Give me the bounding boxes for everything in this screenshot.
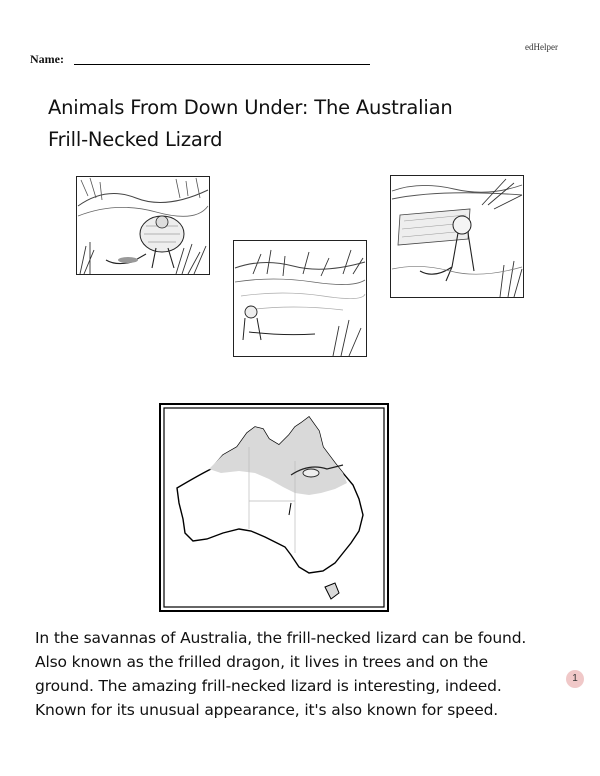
lizard-waterhole-illustration xyxy=(233,240,367,357)
page-number-badge: 1 xyxy=(566,670,584,688)
lizard-outback-illustration xyxy=(390,175,524,298)
brand-label: edHelper xyxy=(525,42,558,52)
body-line: Also known as the frilled dragon, it lives in trees and on the xyxy=(35,653,489,671)
body-paragraph xyxy=(35,626,575,722)
australia-map-frame xyxy=(159,403,389,612)
name-label: Name: xyxy=(30,52,64,66)
title-line-2: Frill-Necked Lizard xyxy=(48,128,223,151)
page-title xyxy=(48,92,518,156)
lizard-savanna-illustration xyxy=(76,176,210,275)
body-line: Known for its unusual appearance, it's also known for speed. xyxy=(35,701,499,719)
australia-map-illustration xyxy=(159,403,389,612)
name-field-line xyxy=(74,64,370,65)
title-line-1: Animals From Down Under: The Australian xyxy=(48,96,453,119)
body-line: In the savannas of Australia, the frill-necked lizard can be found. xyxy=(35,629,527,647)
body-line: ground. The amazing frill-necked lizard is interesting, indeed. xyxy=(35,677,502,695)
